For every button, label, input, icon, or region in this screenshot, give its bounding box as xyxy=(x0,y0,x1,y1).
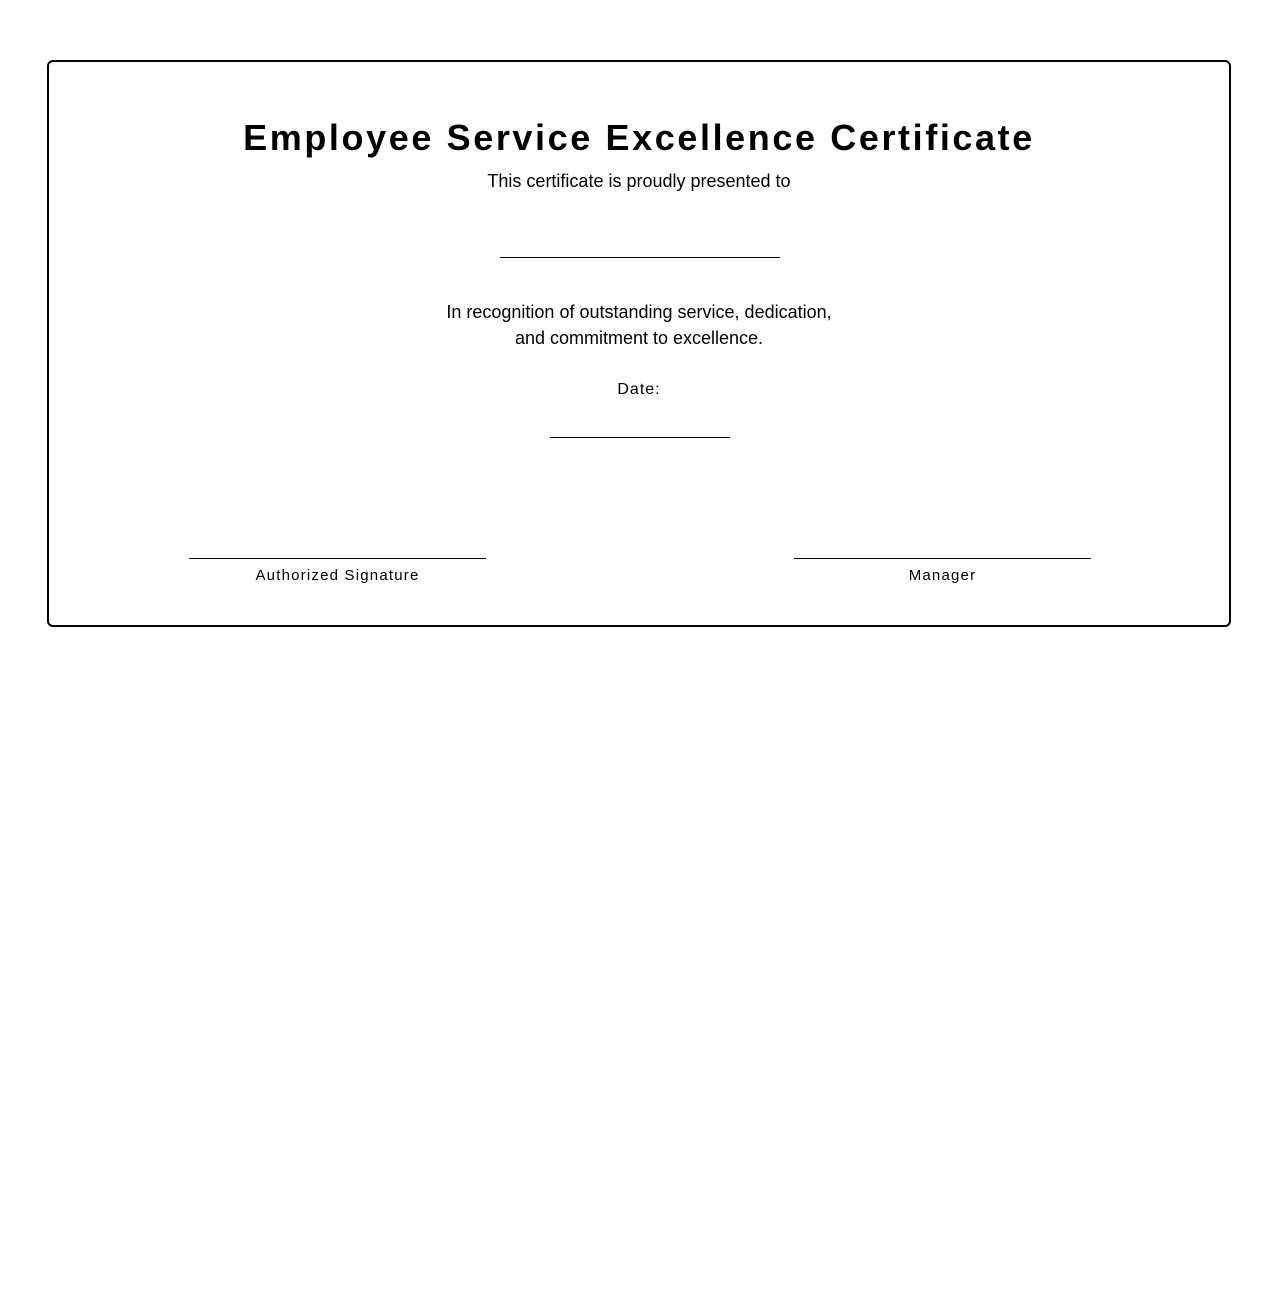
authorized-signature-line xyxy=(189,558,486,559)
date-label: Date: xyxy=(617,381,661,398)
date-line xyxy=(550,437,730,438)
certificate-frame xyxy=(47,60,1231,627)
recognition-line-2: and commitment to excellence. xyxy=(514,328,764,348)
authorized-signature-block xyxy=(189,558,486,586)
recipient-name-line xyxy=(500,257,780,258)
manager-signature-line xyxy=(794,558,1091,559)
manager-signature-block xyxy=(794,558,1091,586)
manager-signature-label: Manager xyxy=(908,567,977,584)
presented-to-text: This certificate is proudly presented to xyxy=(487,171,791,191)
certificate-title: Employee Service Excellence Certificate xyxy=(243,117,1035,158)
recognition-line-1: In recognition of outstanding service, dedication, xyxy=(446,302,832,322)
authorized-signature-label: Authorized Signature xyxy=(255,567,420,584)
recognition-text xyxy=(49,299,1229,351)
